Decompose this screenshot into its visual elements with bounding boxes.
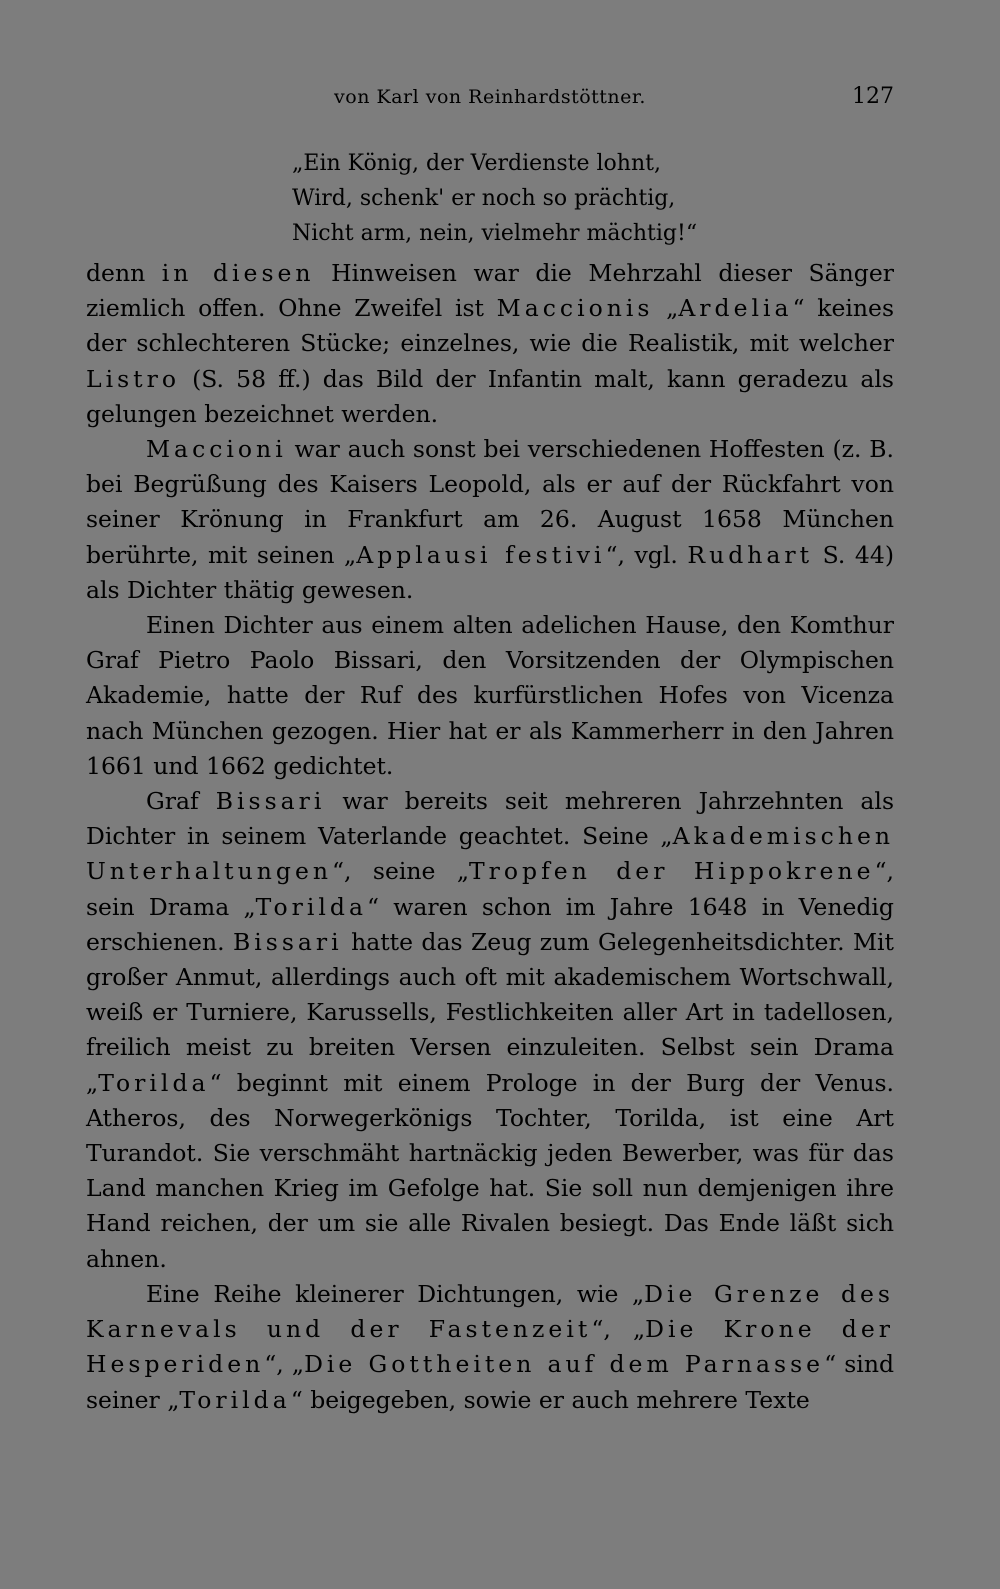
paragraph-text: hatte das Zeug zum Gelegenheitsdichter. Mit großer Anmut, allerdings auch oft mit akademischem Wortschwall, weiß er Turniere, Karussells, Festlichkeiten aller Art in tadellosen, freilich meist zu breiten Versen einzuleiten. Selbst sein Drama „ (86, 927, 894, 1097)
paragraph-text: “ sind seiner „ (86, 1350, 895, 1414)
paragraph-text: Eine Reihe kleinerer Dichtungen, wie „ (146, 1279, 645, 1308)
spaced-emphasis-text: Die Grenze des Karnevals und der Fastenzeit (86, 1279, 894, 1344)
spaced-emphasis-text: Applausi festivi (356, 540, 606, 569)
spaced-emphasis-text: in diesen (161, 259, 315, 287)
paragraph-text: “ keines der schlechteren Stücke; einzelnes, wie die Realistik, mit welcher (86, 294, 894, 358)
paragraph-text: “ beginnt mit einem Prologe in der Burg der Venus. Atheros, des Norwegerkönigs Tochter, Torilda, ist eine Art Turandot. Sie verschmäht hartnäckig jeden Bewerber, was für das Land manchen Krieg im Gefolge hat. Sie soll nun demjenigen ihre Hand reichen, der um sie alle Rivalen besiegt. Das Ende läßt sich ahnen. (86, 1068, 894, 1273)
spaced-emphasis-text: Maccionis (496, 294, 654, 323)
spaced-emphasis-text: Die Gottheiten auf dem Parnasse (304, 1350, 825, 1379)
verse-quotation (292, 146, 852, 251)
paragraph-text: Einen Dichter aus einem alten adelichen Hause, den Komthur Graf Pietro Paolo Bissari, den Vorsitzenden der Olympischen Akademie, hatte der Ruf des kurfürstlichen Hofes von Vicenza nach München gezogen. Hier hat er als Kammerherr in den Jahren 1661 und 1662 gedichtet. (86, 611, 894, 780)
verse-line: „Ein König, der Verdienste lohnt, (292, 151, 661, 176)
paragraph-text: “, seine „ (332, 857, 469, 886)
paragraph-text: Hinweisen war die Mehrzahl dieser Sänger ziemlich offen. Ohne Zweifel ist (86, 259, 894, 323)
paragraph-text: “, „ (264, 1350, 305, 1379)
paragraph (86, 256, 894, 432)
spaced-emphasis-text: Die Krone der Hesperiden (86, 1315, 894, 1379)
paragraph-text: „ (653, 294, 679, 323)
spaced-emphasis-text: Listro (86, 364, 181, 393)
verse-line: Nicht arm, nein, vielmehr mächtig!“ (292, 221, 698, 246)
spaced-emphasis-text: Ardelia (678, 294, 793, 323)
paragraph (86, 1277, 894, 1418)
page-number: 127 (852, 84, 894, 109)
paragraph-text: S. 44) als Dichter thätig gewesen. (86, 540, 894, 604)
body-text (86, 256, 894, 1418)
paragraph-text: “, vgl. (605, 540, 688, 569)
paragraph-text: “, „ (591, 1315, 646, 1344)
paragraph-text: “ beigegeben, sowie er auch mehrere Texte (290, 1385, 810, 1414)
paragraph-text: Graf (146, 787, 216, 816)
paragraph (86, 608, 894, 784)
paragraph-text: war bereits seit mehreren Jahrzehnten als Dichter in seinem Vaterlande geachtet. Seine „ (86, 787, 895, 851)
spaced-emphasis-text: Tropfen der Hippokrene (469, 857, 875, 886)
paragraph-text: (S. 58 ff.) das Bild der Infantin malt, kann geradezu als gelungen bezeichnet werden. (86, 364, 894, 428)
verse-line: Wird, schenk' er noch so prächtig, (292, 186, 676, 211)
paragraph-text: “ waren schon im Jahre 1648 in Venedig erschienen. (86, 892, 894, 956)
spaced-emphasis-text: Bissari (232, 927, 343, 956)
paragraph-text: “, sein Drama „ (86, 857, 894, 921)
paragraph-text: war auch sonst bei verschiedenen Hoffesten (z. B. bei Begrüßung des Kaisers Leopold, als er auf der Rückfahrt von seiner Krönung in Frankfurt am 26. August 1658 München berührte, mit seinen „ (86, 435, 894, 569)
paragraph-text: denn (86, 259, 162, 287)
page-header (86, 86, 894, 118)
spaced-emphasis-text: Torilda (98, 1068, 210, 1097)
paragraph (86, 784, 894, 1277)
spaced-emphasis-text: Maccioni (146, 435, 287, 464)
spaced-emphasis-text: Rudhart (687, 540, 814, 569)
spaced-emphasis-text: Torilda (179, 1385, 291, 1414)
spaced-emphasis-text: Torilda (255, 892, 367, 921)
spaced-emphasis-text: Bissari (215, 787, 326, 816)
running-head: von Karl von Reinhardstöttner. (334, 86, 646, 108)
spaced-emphasis-text: Akademischen Unterhaltungen (86, 822, 894, 886)
paragraph (86, 432, 894, 608)
